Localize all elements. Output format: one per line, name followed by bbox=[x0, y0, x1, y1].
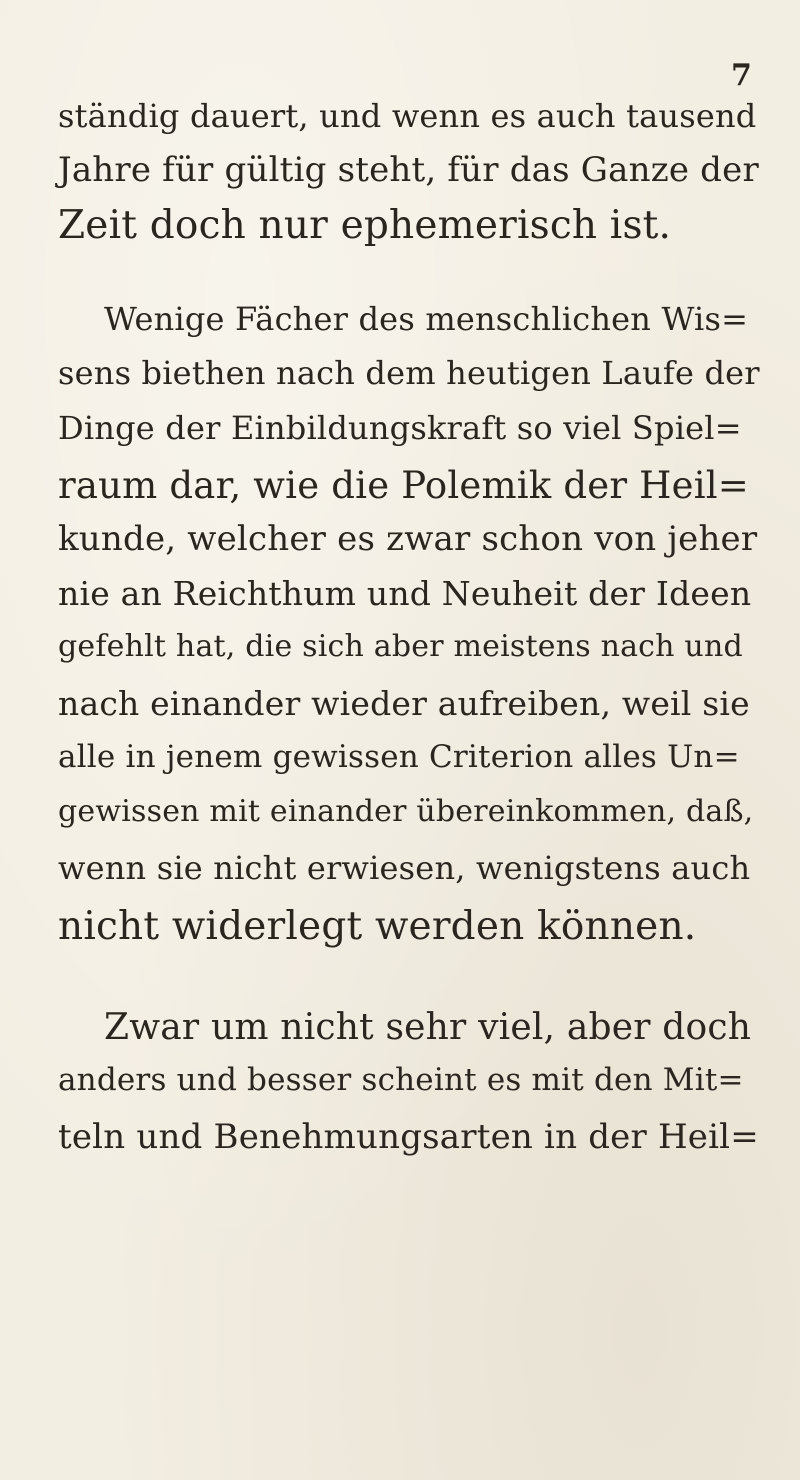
text-line: sens biethen nach dem heutigen Laufe der bbox=[58, 354, 760, 392]
text-line: alle in jenem gewissen Criterion alles Un= bbox=[58, 739, 740, 775]
text-line: Jahre für gültig steht, für das Ganze der bbox=[58, 150, 759, 190]
text-line: Wenige Fächer des menschlichen Wis= bbox=[104, 300, 749, 338]
text-line: Zeit doch nur ephemerisch ist. bbox=[58, 203, 672, 248]
text-line: nie an Reichthum und Neuheit der Ideen bbox=[58, 574, 752, 613]
text-line: Dinge der Einbildungskraft so viel Spiel= bbox=[58, 409, 742, 447]
text-line: ständig dauert, und wenn es auch tausend bbox=[58, 97, 757, 135]
text-line: wenn sie nicht erwiesen, wenigstens auch bbox=[58, 849, 751, 887]
text-line: nach einander wieder aufreiben, weil sie bbox=[58, 684, 750, 723]
text-line: nicht widerlegt werden können. bbox=[58, 904, 697, 949]
page-number: 7 bbox=[731, 58, 752, 93]
text-line: teln und Benehmungsarten in der Heil= bbox=[58, 1117, 759, 1157]
text-line: kunde, welcher es zwar schon von jeher bbox=[58, 519, 758, 559]
text-line: anders und besser scheint es mit den Mit= bbox=[58, 1062, 744, 1098]
text-line: raum dar, wie die Polemik der Heil= bbox=[58, 464, 750, 507]
text-line: gefehlt hat, die sich aber meistens nach und bbox=[58, 629, 743, 664]
text-line: Zwar um nicht sehr viel, aber doch bbox=[104, 1007, 752, 1048]
text-line: gewissen mit einander übereinkommen, daß, bbox=[58, 794, 754, 829]
